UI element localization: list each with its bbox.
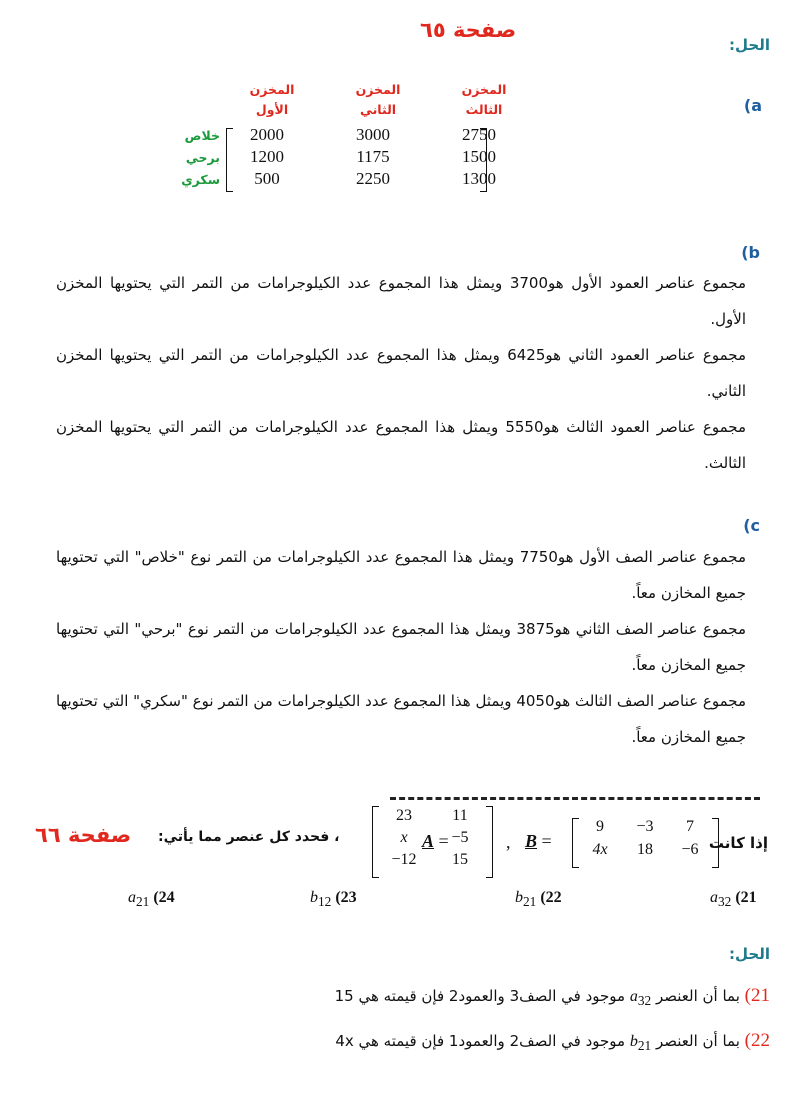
part-c-paragraph-1: مجموع عناصر الصف الأول هو7750 ويمثل هذا المجموع عدد الكيلوجرامات من التمر نوع "خلاص" التي تحتويها جميع المخازن معاً. <box>56 548 746 602</box>
matrix-cell: 1300 <box>462 169 496 188</box>
part-c-paragraph-2: مجموع عناصر الصف الثاني هو3875 ويمثل هذا المجموع عدد الكيلوجرامات من التمر نوع "برحي" التي تحتويها جميع المخازن معاً. <box>56 620 746 674</box>
page-title-65: صفحة ٦٥ <box>420 18 517 42</box>
matrix-a-left-bracket <box>372 806 379 878</box>
matrix-cell: 3000 <box>356 125 390 144</box>
question-24: $a_{21}$ (24 <box>128 889 175 910</box>
column-header-third: المخزن الثالث <box>461 82 507 117</box>
matrix-cell: 9 <box>596 818 604 835</box>
dashed-separator <box>390 797 760 800</box>
matrix-row <box>380 851 484 873</box>
question-22: $b_{21}$ (22 <box>515 889 562 910</box>
column-header-first: المخزن الأول <box>249 82 295 117</box>
row-label-barhi: برحي <box>185 150 220 165</box>
matrix-b-right-bracket <box>712 818 719 868</box>
matrix-cell: x <box>400 829 408 846</box>
matrix-cell: 2250 <box>356 169 390 188</box>
part-b-label: (b <box>741 243 760 262</box>
matrix-row <box>580 818 710 841</box>
part-a-label: (a <box>743 96 762 115</box>
matrix-cell: 2000 <box>250 125 284 144</box>
page-title-66: صفحة ٦٦ <box>35 823 132 847</box>
part-b-paragraph-2: مجموع عناصر العمود الثاني هو6425 ويمثل هذا المجموع عدد الكيلوجرامات من التمر التي يحتويها المخزن الثاني. <box>56 346 747 400</box>
matrix-values <box>232 125 514 191</box>
answer-21: 21) بما أن العنصر $a_{32}$ موجود في الصف3 والعمود2 فإن قيمته هي 15 <box>334 985 770 1009</box>
matrix-b-values <box>580 818 710 864</box>
matrix-a-label: A <box>422 831 435 851</box>
matrix-cell: 1500 <box>462 147 496 166</box>
question-23: $b_{12}$ (23 <box>310 889 357 910</box>
part-c-label: (c <box>743 516 760 535</box>
part-b-paragraph-3: مجموع عناصر العمود الثالث هو5550 ويمثل هذا المجموع عدد الكيلوجرامات من التمر التي يحتويها المخزن الثالث. <box>56 418 746 472</box>
matrix-cell: 23 <box>396 807 412 824</box>
problem-intro: إذا كانت <box>708 834 768 852</box>
matrix-cell: 2750 <box>462 125 496 144</box>
matrix-cell: 1175 <box>356 147 390 166</box>
problem-instruction: ، فحدد كل عنصر مما يأتي: <box>158 829 340 845</box>
matrix-column-headers <box>237 80 519 120</box>
matrix-row <box>232 147 514 169</box>
comma-separator: , <box>506 832 511 852</box>
matrix-cell: 11 <box>452 807 468 824</box>
matrix-cell: −6 <box>681 841 699 858</box>
matrix-cell: 500 <box>254 169 280 188</box>
matrix-cell: 15 <box>452 851 468 868</box>
matrix-cell: −5 <box>451 829 469 846</box>
matrix-row <box>380 807 484 829</box>
matrix-a-right-bracket <box>486 806 493 878</box>
matrix-a-equation: A = <box>422 831 449 851</box>
matrix-cell: 18 <box>637 841 653 858</box>
matrix-cell: −12 <box>391 851 417 868</box>
column-header-second: المخزن الثاني <box>355 82 401 117</box>
matrix-cell: −3 <box>636 818 654 835</box>
matrix-cell: 4x <box>592 841 608 858</box>
matrix-cell: 7 <box>686 818 694 835</box>
part-b-paragraph-1: مجموع عناصر العمود الأول هو3700 ويمثل هذا المجموع عدد الكيلوجرامات من التمر التي يحتويها المخزن الأول. <box>56 274 747 328</box>
matrix-b-equation: B = <box>525 831 552 851</box>
matrix-b-left-bracket <box>572 818 579 868</box>
matrix-cell: 1200 <box>250 147 284 166</box>
question-21: $a_{32}$ (21 <box>710 889 757 910</box>
matrix-row <box>232 169 514 191</box>
row-label-khalas: خلاص <box>184 128 220 143</box>
answer-22: 22) بما أن العنصر $b_{21}$ موجود في الصف2 والعمود1 فإن قيمته هي 4x <box>335 1030 770 1054</box>
solution-label: الحل: <box>729 36 770 54</box>
matrix-a-values <box>380 807 484 873</box>
matrix-row <box>380 829 484 851</box>
row-label-sukkari: سكري <box>181 172 220 187</box>
matrix-row <box>580 841 710 864</box>
matrix-row <box>232 125 514 147</box>
solution-label-2: الحل: <box>729 945 770 963</box>
matrix-b-label: B <box>525 831 538 851</box>
part-c-paragraph-3: مجموع عناصر الصف الثالث هو4050 ويمثل هذا المجموع عدد الكيلوجرامات من التمر نوع "سكري" التي تحتويها جميع المخازن معاً. <box>56 692 746 746</box>
